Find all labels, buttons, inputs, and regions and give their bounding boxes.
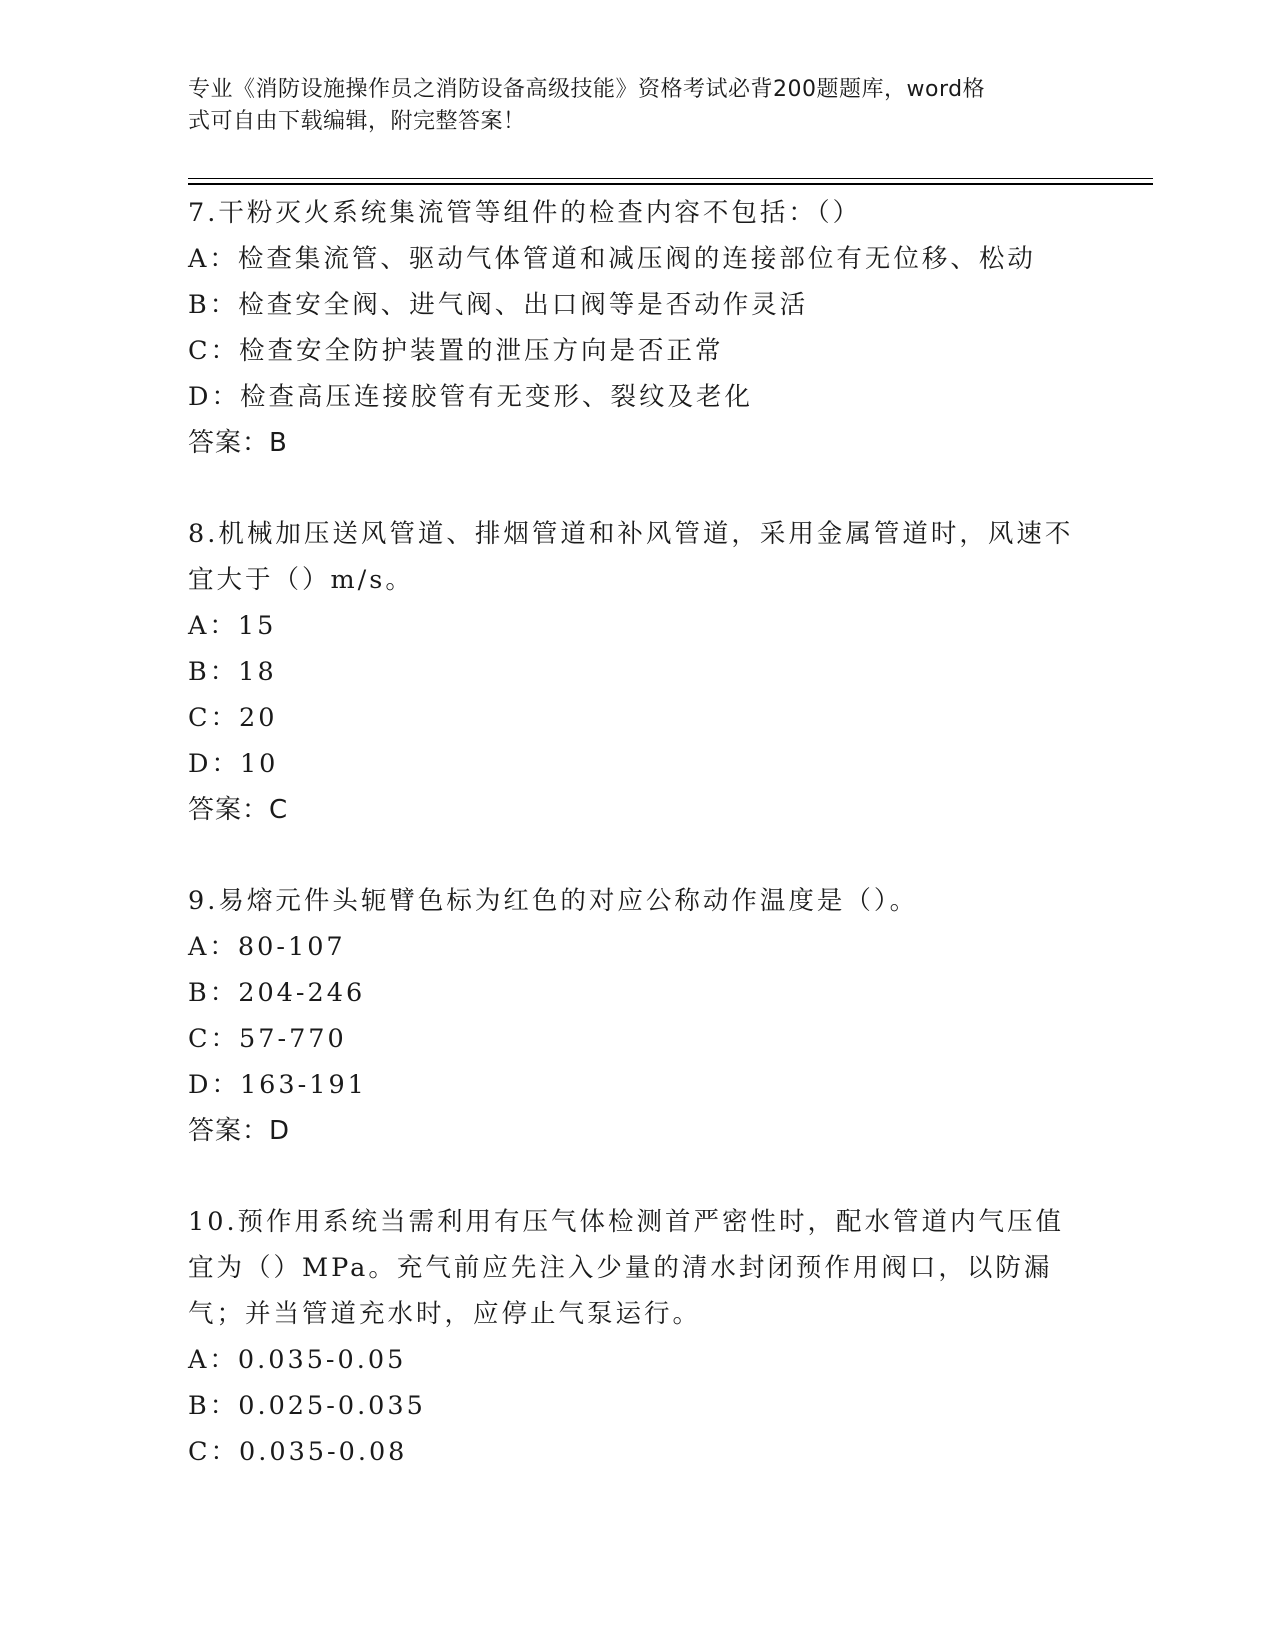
option-c: C：20 [188, 703, 278, 733]
option-a: A：0.035-0.05 [188, 1345, 407, 1375]
option-b: B：18 [188, 657, 277, 687]
question-9 [188, 878, 1088, 1154]
option-c: C：检查安全防护装置的泄压方向是否正常 [188, 336, 724, 366]
option-a: A：80-107 [188, 932, 346, 962]
option-d: D：检查高压连接胶管有无变形、裂纹及老化 [188, 382, 753, 412]
document-header: 专业《消防设施操作员之消防设备高级技能》资格考试必背200题题库，word格 式可自由下载编辑，附完整答案！ [188, 77, 986, 134]
question-list [188, 190, 1088, 1520]
question-stem: 9.易熔元件头轭臂色标为红色的对应公称动作温度是（）。 [188, 886, 919, 916]
answer: 答案：D [188, 1116, 291, 1146]
option-d: D：10 [188, 749, 279, 779]
header-rule-thick [188, 183, 1153, 185]
option-a: A：15 [188, 611, 277, 641]
question-8 [188, 511, 1088, 833]
option-b: B：检查安全阀、进气阀、出口阀等是否动作灵活 [188, 290, 809, 320]
option-d: D：163-191 [188, 1070, 367, 1100]
option-c: C：0.035-0.08 [188, 1437, 408, 1467]
option-c: C：57-770 [188, 1024, 347, 1054]
option-b: B：204-246 [188, 978, 366, 1008]
question-stem: 8.机械加压送风管道、排烟管道和补风管道，采用金属管道时，风速不宜大于（）m/s。 [188, 519, 1074, 595]
question-10 [188, 1199, 1088, 1475]
answer: 答案：C [188, 795, 289, 825]
option-a: A：检查集流管、驱动气体管道和减压阀的连接部位有无位移、松动 [188, 244, 1036, 274]
question-stem: 10.预作用系统当需利用有压气体检测首严密性时，配水管道内气压值宜为（）MPa。充气前应先注入少量的清水封闭预作用阀口，以防漏气；并当管道充水时，应停止气泵运行。 [188, 1207, 1065, 1329]
question-stem: 7.干粉灭火系统集流管等组件的检查内容不包括：（） [188, 198, 862, 228]
header-rule-thin [188, 178, 1153, 179]
option-b: B：0.025-0.035 [188, 1391, 426, 1421]
question-7 [188, 190, 1088, 466]
answer: 答案：B [188, 428, 288, 458]
